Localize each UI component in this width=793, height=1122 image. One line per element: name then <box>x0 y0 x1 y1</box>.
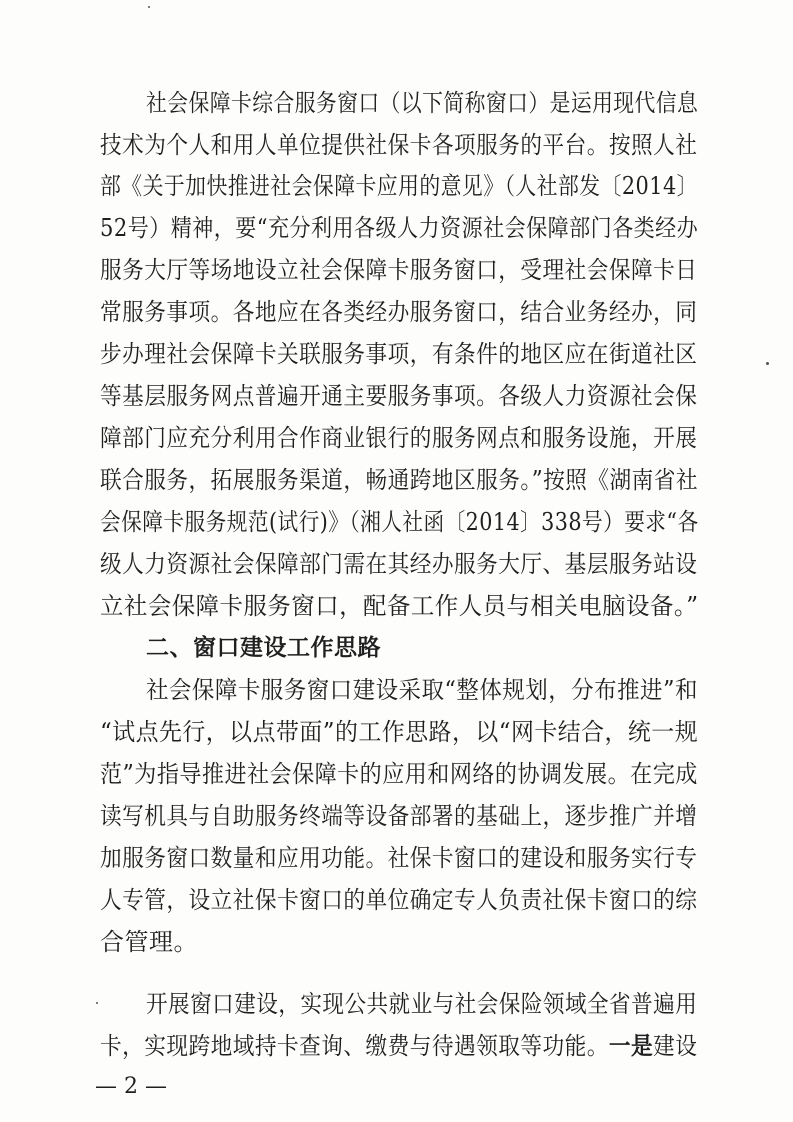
paragraph-3-line-2-text: 卡，实现跨地域持卡查询、缴费与待遇领取等功能。 <box>100 1032 609 1060</box>
paragraph-2-line-3: 范”为指导推进社会保障卡的应用和网络的协调发展。在完成 <box>100 760 698 788</box>
paragraph-1-line-1: 社会保障卡综合服务窗口（以下简称窗口）是运用现代信息 <box>146 89 699 117</box>
paragraph-1-line-10: 联合服务，拓展服务渠道，畅通跨地区服务。”按照《湖南省社 <box>100 466 699 494</box>
paragraph-3-emphasis: 一是 <box>608 1032 654 1060</box>
paragraph-1-line-5: 服务大厅等场地设立社会保障卡服务窗口，受理社会保障卡日 <box>100 256 698 284</box>
scan-speck <box>96 1002 98 1004</box>
paragraph-1-line-4: 52号）精神，要“充分利用各级人力资源社会保障部门各类经办 <box>100 214 699 242</box>
paragraph-1-line-8: 等基层服务网点普遍开通主要服务事项。各级人力资源社会保 <box>100 382 698 410</box>
scan-speck <box>148 6 150 8</box>
section-heading: 二、窗口建设工作思路 <box>146 635 381 661</box>
paragraph-2-line-5: 加服务窗口数量和应用功能。社保卡窗口的建设和服务实行专 <box>100 844 698 872</box>
paragraph-1-line-2: 技术为个人和用人单位提供社保卡各项服务的平台。按照人社 <box>100 131 698 159</box>
paragraph-2-line-6: 人专管，设立社保卡窗口的单位确定专人负责社保卡窗口的综 <box>100 886 698 914</box>
paragraph-1-line-11: 会保障卡服务规范(试行)》（湘人社函〔2014〕338号）要求“各 <box>100 508 699 536</box>
paragraph-1-line-6: 常服务事项。各地应在各类经办服务窗口，结合业务经办，同 <box>100 298 698 326</box>
paragraph-2-line-4: 读写机具与自助服务终端等设备部署的基础上，逐步推广并增 <box>100 802 698 830</box>
page-number: — 2 — <box>95 1074 167 1099</box>
paragraph-2-line-7: 合管理。 <box>100 928 198 956</box>
paragraph-2-line-2: “试点先行，以点带面”的工作思路，以“网卡结合，统一规 <box>100 718 699 746</box>
paragraph-1-line-3: 部《关于加快推进社会保障卡应用的意见》（人社部发〔2014〕 <box>100 172 698 200</box>
paragraph-1-line-7: 步办理社会保障卡关联服务事项，有条件的地区应在街道社区 <box>100 340 698 368</box>
paragraph-1-line-13: 立社会保障卡服务窗口，配备工作人员与相关电脑设备。” <box>100 592 699 620</box>
paragraph-3-line-2-end: 建设 <box>653 1032 698 1060</box>
paragraph-3-line-1: 开展窗口建设，实现公共就业与社会保险领域全省普遍用 <box>146 990 698 1018</box>
paragraph-1-line-9: 障部门应充分利用合作商业银行的服务网点和服务设施，开展 <box>100 424 698 452</box>
paragraph-3-line-2 <box>100 1026 698 1066</box>
scan-speck <box>766 362 769 365</box>
paragraph-1-line-12: 级人力资源社会保障部门需在其经办服务大厅、基层服务站设 <box>100 550 698 578</box>
paragraph-2-line-1: 社会保障卡服务窗口建设采取“整体规划，分布推进”和 <box>146 676 698 704</box>
